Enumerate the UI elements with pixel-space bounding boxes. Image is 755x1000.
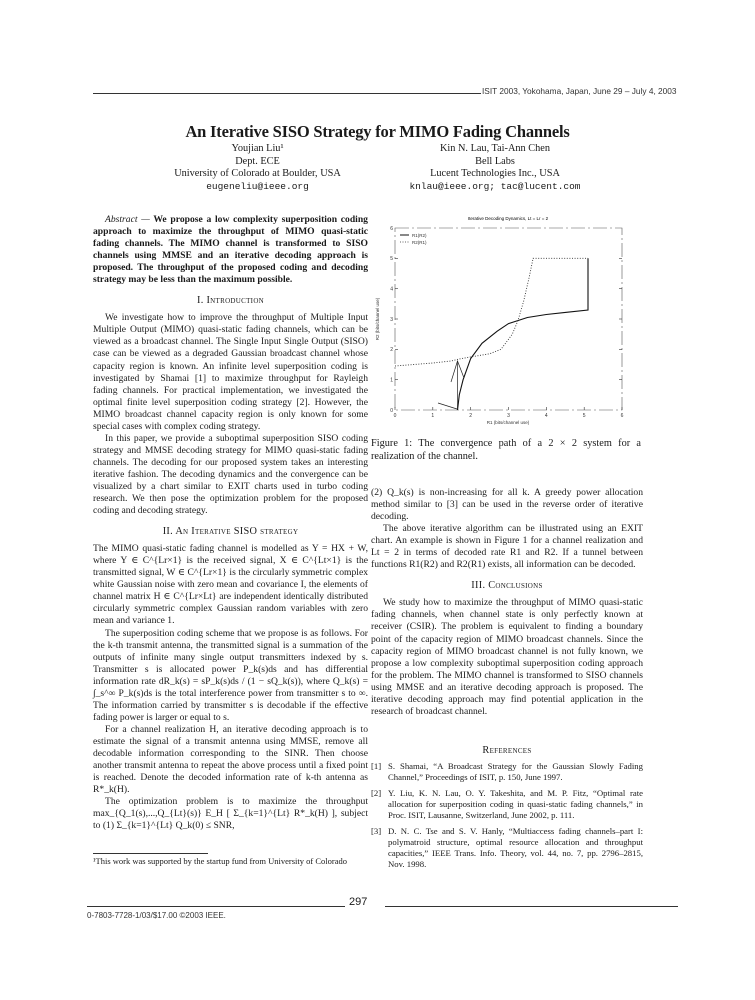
section-heading-conclusions: III. Conclusions xyxy=(471,580,543,592)
series-r2-of-r1 xyxy=(395,258,588,366)
reference-text: Y. Liu, K. N. Lau, O. Y. Takeshita, and M. P. Fitz, “Optimal rate allocation for superposition coding in quasi-static fading channels,” in Proc. ISIT, Lausanne, Switzerland, June 2002, p. 111. xyxy=(388,788,643,820)
author-dept: Bell Labs xyxy=(475,155,515,167)
reference-item xyxy=(371,826,643,870)
running-head: ISIT 2003, Yokohama, Japan, June 29 – July 4, 2003 xyxy=(482,86,677,96)
svg-text:R2(R1): R2(R1) xyxy=(412,240,427,245)
reference-text: D. N. C. Tse and S. V. Hanly, “Multiaccess fading channels–part I: polymatroid structure, optimal resource allocation and throughput capacities,” IEEE Trans. Info. Theory, vol. 44, no. 7, pp. 2796–2815, Nov. 1998. xyxy=(388,826,643,869)
exit-chart xyxy=(365,212,640,427)
paragraph: (2) Q_k(s) is non-increasing for all k. A greedy power allocation method similar to [3] can be used in the reverse order of iterative decoding. xyxy=(371,487,643,523)
author-1 xyxy=(150,143,365,193)
footer-rule-right xyxy=(385,906,678,907)
footer-rule-left xyxy=(87,906,345,907)
reference-number: [1] xyxy=(371,761,382,771)
abstract xyxy=(93,214,368,286)
convergence-path xyxy=(438,361,464,409)
right-column xyxy=(371,487,643,718)
svg-text:2: 2 xyxy=(469,413,473,419)
page-number: 297 xyxy=(349,896,368,908)
section-heading-strategy: II. An Iterative SISO strategy xyxy=(162,526,299,538)
reference-text: S. Shamai, “A Broadcast Strategy for the Gaussian Slowly Fading Channel,” Proceedings of ISIT, p. 150, June 1997. xyxy=(388,761,643,782)
abstract-label: Abstract — xyxy=(105,214,150,225)
svg-text:0: 0 xyxy=(390,408,393,414)
paper-title: An Iterative SISO Strategy for MIMO Fading Channels xyxy=(185,122,570,141)
x-axis-label: R1 (bits/channel use) xyxy=(486,420,530,425)
svg-text:4: 4 xyxy=(390,286,393,293)
svg-text:2: 2 xyxy=(390,347,393,353)
left-column xyxy=(93,214,368,832)
svg-text:R1(R2): R1(R2) xyxy=(412,233,427,238)
author-dept: Dept. ECE xyxy=(235,155,280,167)
section-heading-references: References xyxy=(482,745,532,756)
copyright-notice: 0-7803-7728-1/03/$17.00 ©2003 IEEE. xyxy=(87,911,226,920)
plot-frame xyxy=(395,228,622,410)
svg-text:4: 4 xyxy=(544,413,548,419)
svg-text:6: 6 xyxy=(390,226,393,232)
svg-text:3: 3 xyxy=(390,317,393,323)
reference-item xyxy=(371,761,643,783)
chart-title: Iterative Decoding Dynamics, Lt = Lr = 2 xyxy=(467,216,549,221)
reference-number: [3] xyxy=(371,826,382,836)
reference-item xyxy=(371,788,643,821)
references xyxy=(371,745,643,875)
paragraph: The above iterative algorithm can be illustrated using an EXIT chart. An example is shown in Figure 1 for a channel realization and Lt = 2 in terms of decoded rate R1 and R2. If a tunnel between functions R1(R2) and R2(R1) exists, all information can be decoded. xyxy=(371,523,643,571)
y-tick-labels xyxy=(390,226,393,414)
paragraph: The optimization problem is to maximize the throughput max_{Q_1(s),...,Q_{Lt}(s)} E_H [ Σ_{k=1}^{Lt} R*_k(H) ], subject to (1) Σ_{k=1}^{Lt} Q_k(0) ≤ SNR, xyxy=(93,796,368,832)
legend xyxy=(400,233,427,245)
author-email: eugeneliu@ieee.org xyxy=(206,180,309,192)
svg-text:3: 3 xyxy=(507,413,510,419)
svg-text:6: 6 xyxy=(620,413,624,419)
author-affiliation: University of Colorado at Boulder, USA xyxy=(174,168,341,179)
paragraph: The MIMO quasi-static fading channel is modelled as Y = HX + W, where Y ∈ C^{Lr×1} is the received signal, X ∈ C^{Lt×1} is the transmitted signal, W ∈ C^{Lr×1} is the circularly symmetric complex white Gaussian noise with zero mean and covariance I, the elements of channel matrix H ∈ C^{Lr×Lt} are independent identically distributed circularly symmetric complex Gaussian random variables with zero mean and variance 1. xyxy=(93,543,368,627)
paragraph: We investigate how to improve the throughput of Multiple Input Multiple Output (MIMO) quasi-static fading channels, which can be viewed as a broadcast channel. The Single Input Single Output (SISO) case can be viewed as a degraded Gaussian broadcast channel whose capacity region is known. An infinite level superposition coding is investigated by Shamai [1] to maximize throughput for Rayleigh fading channels. For practical implementation, we investigated the optimal finite level superposition coding strategy [2]. However, the MIMO broadcast channel capacity region is only known for some special cases with complex coding strategy. xyxy=(93,312,368,432)
paragraph: In this paper, we provide a suboptimal superposition SISO coding strategy and MMSE decoding strategy for MIMO quasi-static fading channels. The decoding for our proposed system takes an interesting iterative fashion. The decoding dynamics and the convergence can be visualized by a chart similar to EXIT charts used in turbo coding research. We then pose the optimization problem for the proposed coding and decoding strategy. xyxy=(93,432,368,517)
author-name: Youjian Liu¹ xyxy=(231,143,284,154)
abstract-text: We propose a low complexity superposition coding approach to maximize the throughput of MIMO quasi-static fading channels. The MIMO channel is transformed to SISO channels using MMSE and an iterative decoding approach is proposed. The throughput of the proposed coding and decoding strategy may be less than the maximum possible. xyxy=(93,214,368,286)
x-tick-labels xyxy=(394,413,624,419)
svg-text:5: 5 xyxy=(390,256,393,262)
figure-caption: Figure 1: The convergence path of a 2 × 2 system for a realization of the channel. xyxy=(371,438,641,462)
footnote: ¹This work was supported by the startup fund from University of Colorado xyxy=(93,856,347,866)
svg-text:0: 0 xyxy=(393,413,397,419)
header-rule xyxy=(93,93,481,94)
author-2 xyxy=(375,143,615,193)
author-name: Kin N. Lau, Tai-Ann Chen xyxy=(439,143,551,154)
author-email: knlau@ieee.org; tac@lucent.com xyxy=(409,180,581,192)
y-axis-label: R2 (bits/channel use) xyxy=(375,297,380,341)
svg-text:1: 1 xyxy=(390,377,393,384)
paragraph: The superposition coding scheme that we propose is as follows. For the k-th transmit antenna, the transmitted signal is a summation of the outputs of infinite many single output transmitters indexed by s. Transmitter s is allocated power P_k(s)ds and has differential information rate dR_k(s) = sP_k(s)ds / (1 − sQ_k(s)), where Q_k(s) = ∫_s^∞ P_k(s)ds is the total interference power from transmitter s to ∞. The information carried by transmitter s is decodable if the effective fading power is larger or equal to s. xyxy=(93,627,368,723)
footnote-rule xyxy=(93,853,208,854)
svg-text:1: 1 xyxy=(431,413,435,419)
svg-text:5: 5 xyxy=(582,413,586,419)
paragraph: We study how to maximize the throughput of MIMO quasi-static fading channels, when channel state is only perfectly known at receiver (CSIR). The problem is equivalent to finding a boundary point of the capacity region of MIMO broadcast channels. Since the capacity region of MIMO broadcast channel is not fully known, we propose a low complexity suboptimal superposition coding approach for the problem. The MIMO channel is transformed to SISO channels using MMSE and an iterative decoding approach is proposed. The iterative decoding approach may find potential application in the research of broadcast channel. xyxy=(371,597,643,717)
author-affiliation: Lucent Technologies Inc., USA xyxy=(430,168,560,179)
series-r1-of-r2 xyxy=(458,258,589,410)
section-heading-intro: I. Introduction xyxy=(196,295,265,307)
paragraph: For a channel realization H, an iterative decoding approach is to estimate the signal of a transmit antenna using MMSE, remove all decodable information corresponding to the SINR. Then choose another transmit antenna to repeat the above process until a fixed point is reached. Denote the decoded information rate of k-th antenna as R*_k(H). xyxy=(93,723,368,796)
reference-number: [2] xyxy=(371,788,382,798)
figure-1 xyxy=(365,212,640,427)
